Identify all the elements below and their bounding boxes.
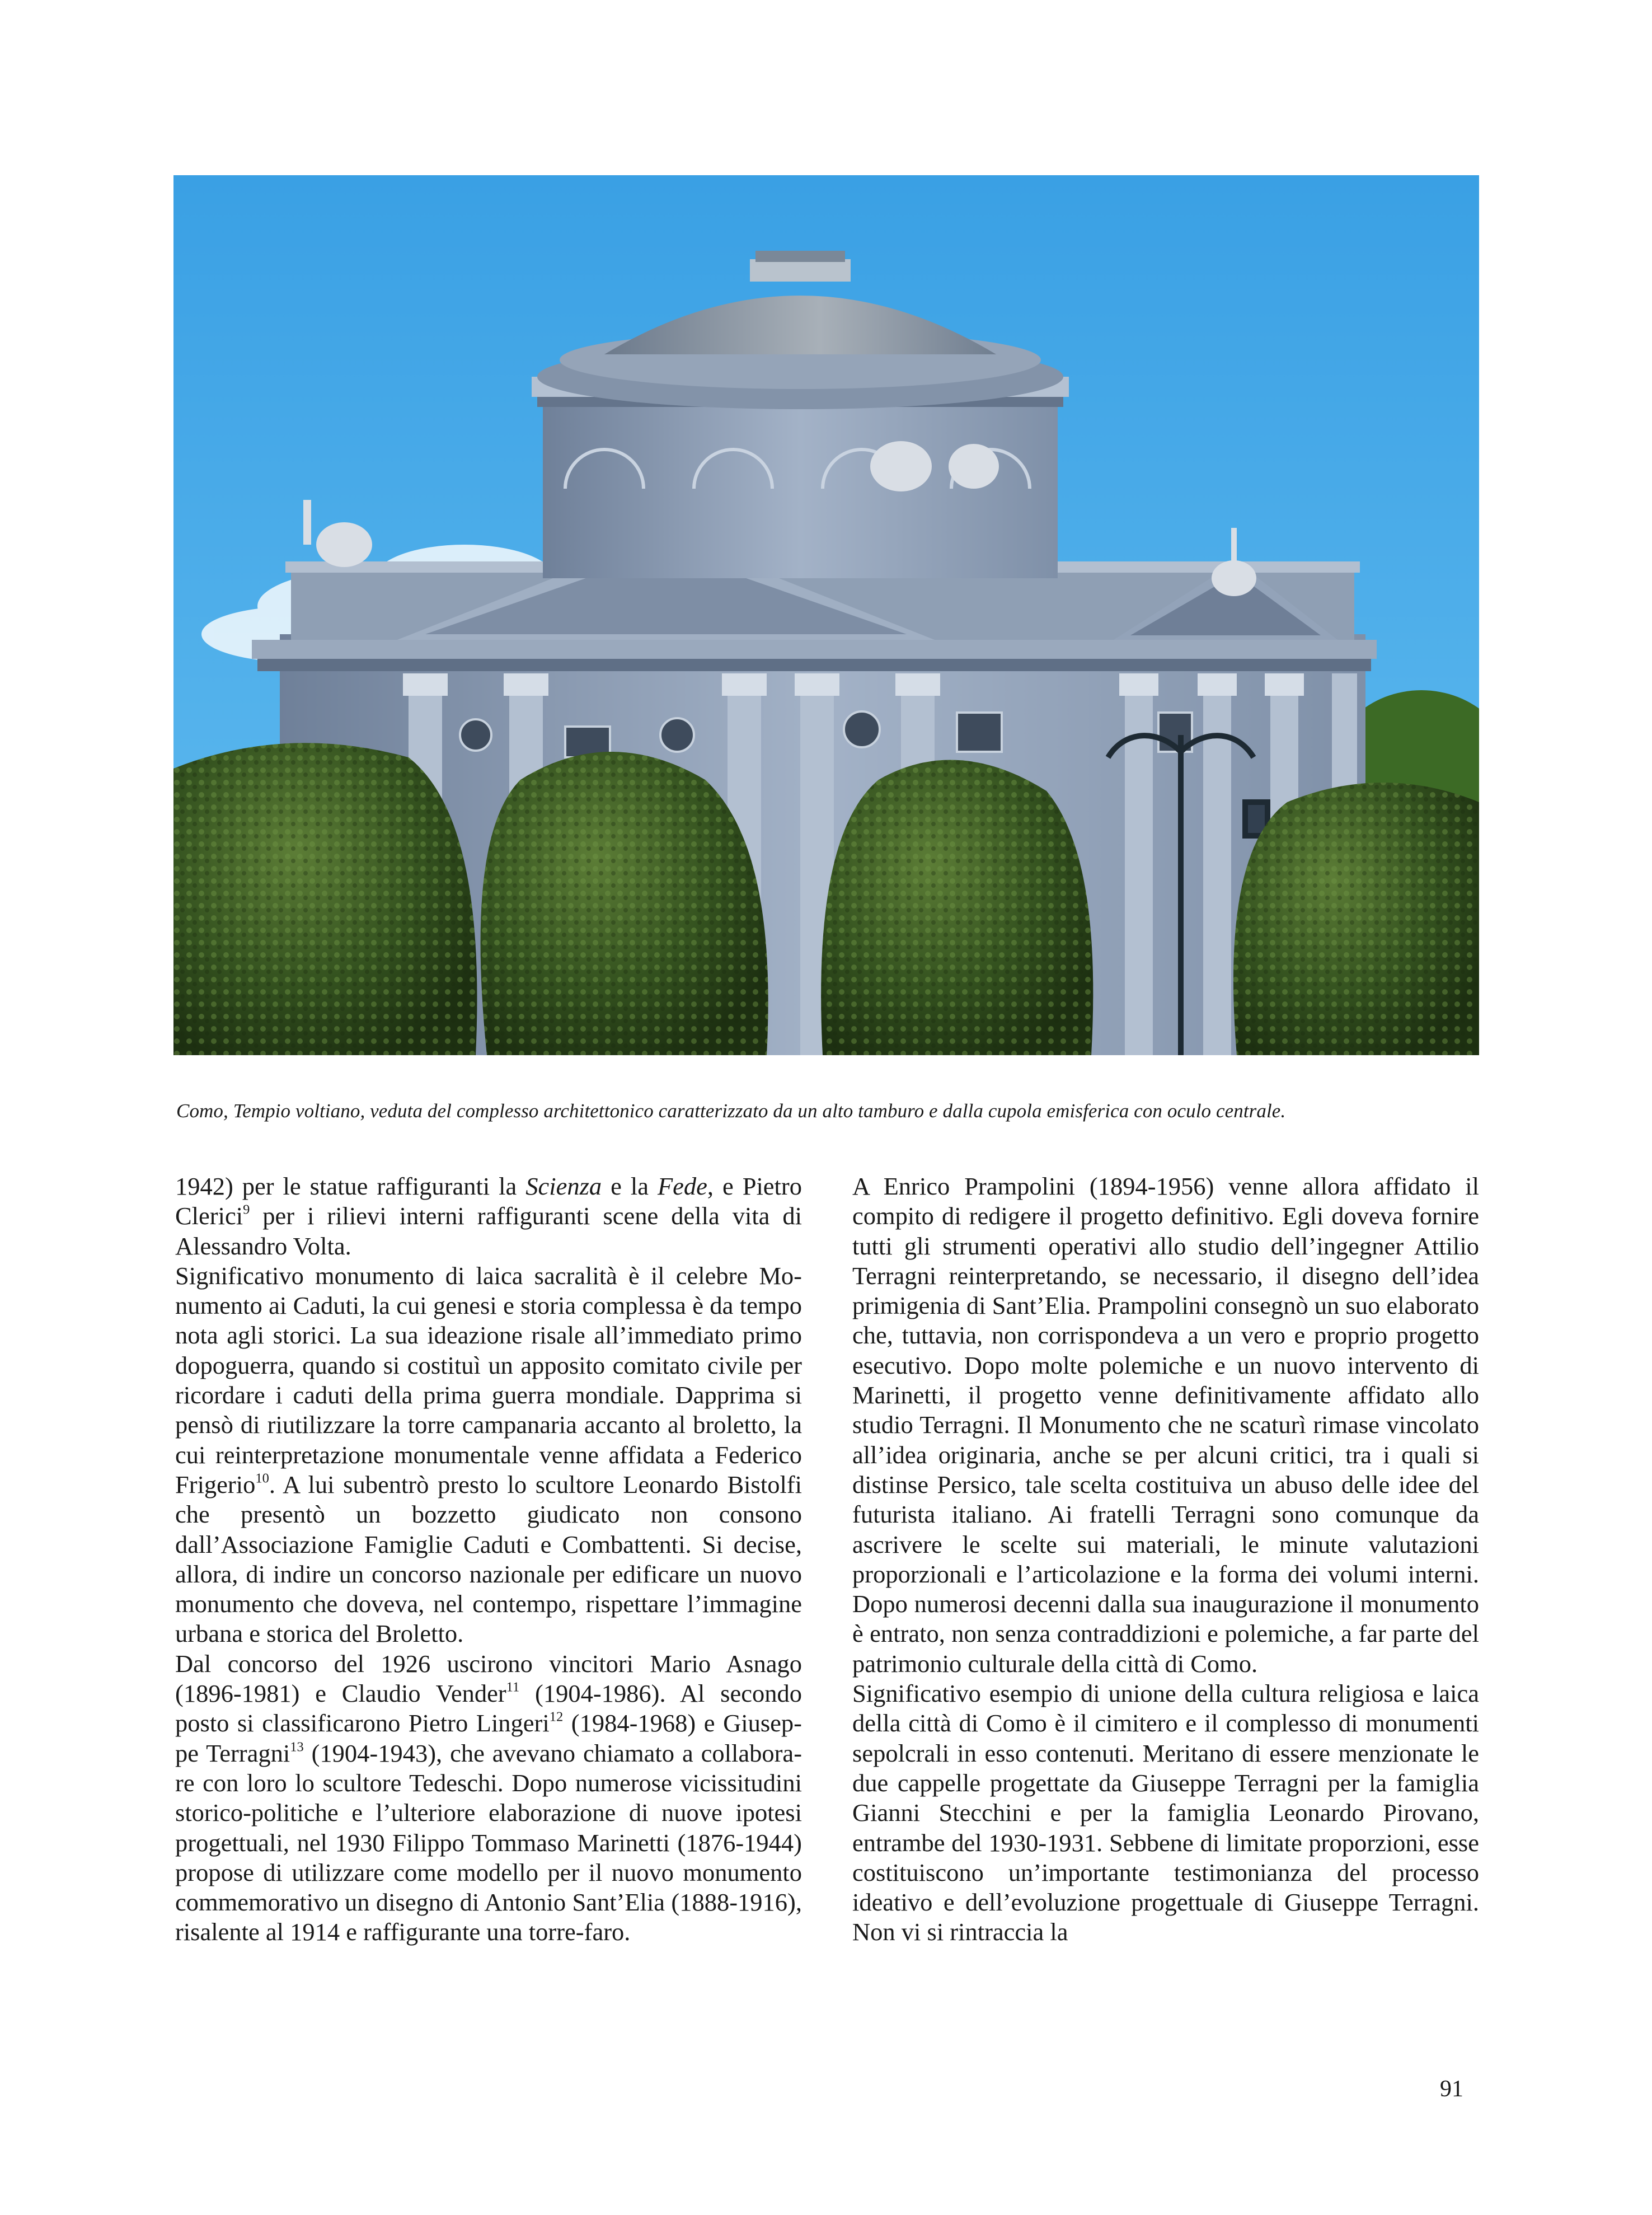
footnote-ref: 10 (255, 1471, 269, 1486)
paragraph: Significativo monumento di laica sacralità è il celebre Monumento ai Caduti, la cui genesi e storia complessa è da tempo nota agli storici. La sua ideazione risale all’immediato primo dopoguerra, quando si costituì un apposito comitato civile per ricordare i caduti della prima guerra mondiale. Dapprima si pensò di riutilizzare la torre campanaria accanto al broletto, la cui reinterpretazione monumentale venne affidata a Federico Frigerio$^{10}$. A lui subentrò presto lo scultore Leonardo Bistolfi che presentò un bozzetto giudicato non consono dall’Associazione Famiglie Caduti e Combattenti. Si decise, allora, di indire un concorso nazionale per edificare un nuovo monumento che doveva, nel contempo, rispettare l’immagine urbana e storica del Broletto. (175, 1261, 802, 1648)
paragraph: 1942) per le statue raffiguranti la Scienza e la Fede, e Pietro Clerici$^9$ per i rilievi interni raffiguranti scene della vita di Alessandro Volta. (175, 1172, 802, 1260)
paragraph: Dal concorso del 1926 uscirono vincitori Mario Asnago (1896-1981) e Claudio Vender$^{11}$ (1904-1986). Al secondo posto si classificarono Pietro Lingeri$^{12}$ (1984-1968) e Giuseppe Terragni$^{13}$ (1904-1943), che avevano chiamato a collaborare con loro lo scultore Tedeschi. Dopo numerose vicissitudini storico-politiche e l’ulteriore elaborazione di nuove ipotesi progettuali, nel 1930 Filippo Tommaso Marinetti (1876-1944) propose di utilizzare come modello per il nuovo monumento commemorativo un disegno di Antonio Sant’Elia (1888-1916), risalente al 1914 e raffigurante una torre-faro. (175, 1649, 802, 1946)
page-number: 91 (1440, 2076, 1463, 2102)
footnote-ref: 12 (549, 1710, 564, 1725)
left-column (175, 1172, 802, 1947)
right-column (852, 1172, 1479, 1947)
footnote-ref: 13 (290, 1739, 304, 1755)
footnote-ref: 11 (506, 1679, 520, 1695)
temple-photo (173, 175, 1479, 1055)
tempio-voltiano-illustration (173, 175, 1479, 1055)
footnote-ref: 9 (243, 1202, 250, 1217)
paragraph: Significativo esempio di unione della cultura religiosa e laica della città di Como è il cimitero e il complesso di monumenti sepolcrali in esso contenuti. Meritano di essere menzionate le due cappelle progettate da Giuseppe Terragni per la famiglia Gianni Stecchini e per la famiglia Leonardo Pirovano, entrambe del 1930-1931. Sebbene di limitate proporzioni, esse costituiscono un’importante testimonianza del processo ideativo e dell’evoluzione progettuale di Giuseppe Terragni. Non vi si rintraccia la (852, 1679, 1479, 1946)
paragraph: A Enrico Prampolini (1894-1956) venne allora affidato il compito di redigere il progetto definitivo. Egli doveva fornire tutti gli strumenti operativi allo studio dell’ingegner Attilio Terragni reinterpretando, se necessario, il disegno dell’idea primigenia di Sant’Elia. Prampolini consegnò un suo elaborato che, tuttavia, non corrispondeva a un vero e proprio progetto esecutivo. Dopo molte polemiche e un nuovo intervento di Marinetti, il progetto venne definitivamente affidato allo studio Terragni. Il Monumento che ne scaturì rimase vincolato all’idea originaria, anche se per alcuni critici, tra i quali si distinse Persico, tale scelta costituiva un abuso delle idee del futurista italiano. Ai fratelli Terragni sono comunque da ascrivere le scelte sui materiali, le minute valutazioni proporzionali e l’articolazione e la forma dei volumi interni. Dopo numerosi decenni dalla sua inaugurazione il monumento è entrato, non senza contraddizioni e polemiche, a far parte del patrimonio culturale della città di Como. (852, 1172, 1479, 1678)
figure-caption: Como, Tempio voltiano, veduta del complesso architettonico caratterizzato da un alto tamburo e dalla cupola emisferica con oculo centrale. (176, 1100, 1286, 1122)
